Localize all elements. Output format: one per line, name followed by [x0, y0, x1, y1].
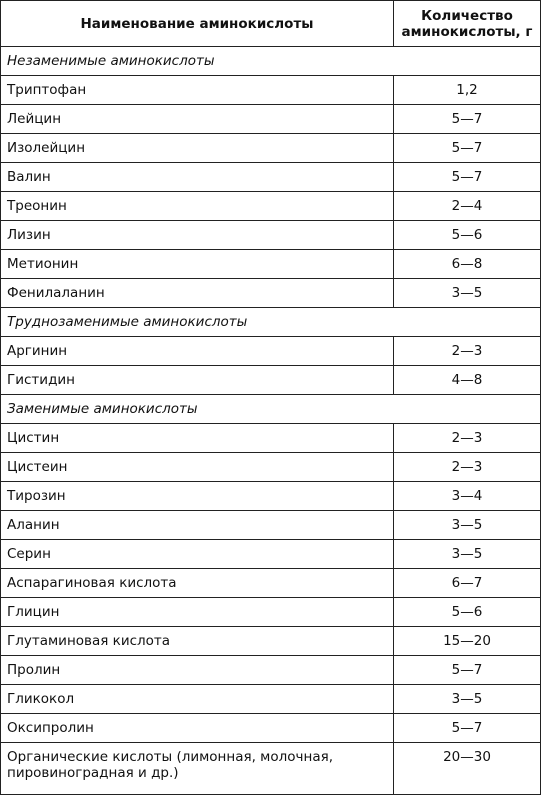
amino-acid-amount: 2—3	[394, 337, 541, 366]
table-row	[1, 424, 541, 453]
amino-acid-amount: 2—4	[394, 192, 541, 221]
table-row	[1, 627, 541, 656]
section-title: Труднозаменимые аминокислоты	[1, 308, 541, 337]
amino-acid-amount: 2—3	[394, 424, 541, 453]
table-row	[1, 482, 541, 511]
amino-acid-name: Пролин	[1, 656, 394, 685]
amino-acid-name: Треонин	[1, 192, 394, 221]
amino-acid-amount: 2—3	[394, 453, 541, 482]
table-row	[1, 453, 541, 482]
table-row	[1, 366, 541, 395]
amino-acid-name: Оксипролин	[1, 714, 394, 743]
table-row	[1, 337, 541, 366]
table-row	[1, 569, 541, 598]
amino-acid-name: Лизин	[1, 221, 394, 250]
amino-acid-amount: 3—5	[394, 511, 541, 540]
amino-acid-amount: 5—7	[394, 134, 541, 163]
amino-acid-name: Тирозин	[1, 482, 394, 511]
header-name-column: Наименование аминокислоты	[1, 1, 394, 47]
amino-acid-amount: 5—7	[394, 656, 541, 685]
amino-acid-amount: 3—5	[394, 685, 541, 714]
amino-acid-name: Цистеин	[1, 453, 394, 482]
section-title: Незаменимые аминокислоты	[1, 47, 541, 76]
amino-acid-name: Триптофан	[1, 76, 394, 105]
table-row	[1, 76, 541, 105]
table-body	[1, 47, 541, 795]
section-header-row	[1, 395, 541, 424]
amino-acid-name: Глутаминовая кислота	[1, 627, 394, 656]
amino-acid-amount: 3—5	[394, 540, 541, 569]
amino-acid-amount: 6—8	[394, 250, 541, 279]
amino-acid-amount: 6—7	[394, 569, 541, 598]
table-row	[1, 134, 541, 163]
table-row	[1, 685, 541, 714]
table-row	[1, 511, 541, 540]
section-title: Заменимые аминокислоты	[1, 395, 541, 424]
table-row	[1, 192, 541, 221]
table-row	[1, 598, 541, 627]
amino-acid-name: Серин	[1, 540, 394, 569]
table-row	[1, 163, 541, 192]
table-row	[1, 250, 541, 279]
amino-acid-amount: 5—6	[394, 598, 541, 627]
amino-acid-amount: 5—6	[394, 221, 541, 250]
amino-acid-amount: 5—7	[394, 714, 541, 743]
amino-acid-amount: 1,2	[394, 76, 541, 105]
table-row	[1, 105, 541, 134]
table-row	[1, 714, 541, 743]
header-amount-column: Количество аминокислоты, г	[394, 1, 541, 47]
amino-acid-name: Аргинин	[1, 337, 394, 366]
amino-acid-name: Лейцин	[1, 105, 394, 134]
amino-acid-amount: 3—5	[394, 279, 541, 308]
table-row	[1, 221, 541, 250]
amino-acid-name: Глицин	[1, 598, 394, 627]
amino-acid-name: Гликокол	[1, 685, 394, 714]
amino-acid-name: Органические кислоты (лимонная, молочная, пировиноградная и др.)	[1, 743, 394, 795]
amino-acid-name: Фенилаланин	[1, 279, 394, 308]
amino-acid-name: Аспарагиновая кислота	[1, 569, 394, 598]
amino-acid-name: Аланин	[1, 511, 394, 540]
table-row	[1, 743, 541, 795]
amino-acid-amount: 20—30	[394, 743, 541, 795]
table-row	[1, 656, 541, 685]
section-header-row	[1, 308, 541, 337]
table-header-row	[1, 1, 541, 47]
amino-acid-amount: 4—8	[394, 366, 541, 395]
table-row	[1, 279, 541, 308]
section-header-row	[1, 47, 541, 76]
amino-acid-amount: 3—4	[394, 482, 541, 511]
amino-acid-amount: 15—20	[394, 627, 541, 656]
amino-acid-name: Гистидин	[1, 366, 394, 395]
amino-acid-name: Изолейцин	[1, 134, 394, 163]
amino-acid-amount: 5—7	[394, 105, 541, 134]
amino-acid-amount: 5—7	[394, 163, 541, 192]
table-row	[1, 540, 541, 569]
amino-acid-name: Метионин	[1, 250, 394, 279]
amino-acid-name: Валин	[1, 163, 394, 192]
amino-acid-name: Цистин	[1, 424, 394, 453]
